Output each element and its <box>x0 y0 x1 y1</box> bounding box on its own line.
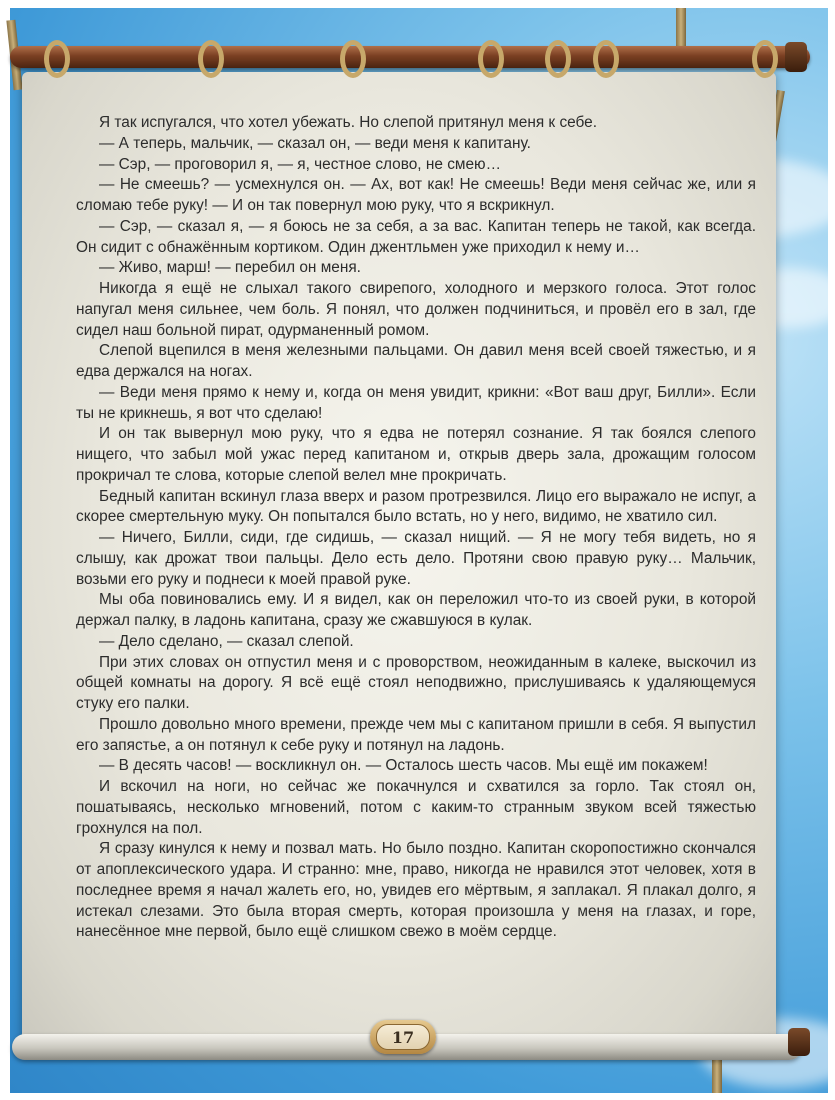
paragraph: При этих словах он отпустил меня и с проворством, неожиданным в калеке, выскочил из общей комнаты на дорогу. Я всё ещё стоял неподвижно, прислушиваясь к удаляющемуся стуку его палки. <box>76 653 756 712</box>
page-number: 17 <box>376 1024 430 1050</box>
paragraph: — Не смеешь? — усмехнулся он. — Ах, вот как! Не смеешь! Веди меня сейчас же, или я сломаю тебе руку! — И он так повернул мою руку, что я вскрикнул. <box>76 176 756 214</box>
paragraph: Я так испугался, что хотел убежать. Но слепой притянул меня к себе. <box>99 114 597 131</box>
paragraph: — Веди меня прямо к нему и, когда он меня увидит, крикни: «Вот ваш друг, Билли». Если ты не крикнешь, я вот что сделаю! <box>76 383 756 422</box>
pole-cap <box>788 1028 810 1056</box>
page-number-badge <box>370 1020 436 1054</box>
paragraph: Бедный капитан вскинул глаза вверх и разом протрезвился. Лицо его выражало не испуг, а скорее смертельную муку. Он попытался было встать, но у него, видимо, не хватило сил. <box>76 487 756 526</box>
rope-ring <box>478 40 504 78</box>
paragraph: — А теперь, мальчик, — сказал он, — веди меня к капитану. <box>99 134 531 152</box>
story-text <box>76 113 756 943</box>
paragraph: Никогда я ещё не слыхал такого свирепого, холодного и мерзкого голоса. Этот голос напугал меня сильнее, чем боль. Я понял, что должен подчиниться, и провёл его в зал, где сидел наш больной пират, одурманенный ромом. <box>76 280 756 339</box>
paragraph: — Живо, марш! — перебил он меня. <box>99 259 361 277</box>
rope-ring <box>44 40 70 78</box>
paragraph: — В десять часов! — воскликнул он. — Осталось шесть часов. Мы ещё им покажем! <box>99 757 708 775</box>
paragraph: — Ничего, Билли, сиди, где сидишь, — сказал нищий. — Я не могу тебя видеть, но я слышу, как дрожат твои пальцы. Дело есть дело. Протяни свою правую руку… Мальчик, возьми его руку и поднеси к моей правой руке. <box>76 529 756 588</box>
paragraph: Слепой вцепился в меня железными пальцами. Он давил меня всей своей тяжестью, и я едва держался на ногах. <box>76 342 756 380</box>
paragraph: — Сэр, — сказал я, — я боюсь не за себя, а за вас. Капитан теперь не такой, как всегда. Он сидит с обнажённым кортиком. Один джентльмен уже приходил к нему и… <box>76 217 756 256</box>
paragraph: Прошло довольно много времени, прежде чем мы с капитаном пришли в себя. Я выпустил его запястье, а он потянул к себе руку и потянул на ладонь. <box>76 715 756 754</box>
top-pole <box>10 46 810 68</box>
paragraph: — Дело сделано, — сказал слепой. <box>99 632 354 650</box>
rope-ring <box>752 40 778 78</box>
paragraph: Мы оба повиновались ему. И я видел, как он переложил что-то из своей руки, в которой держал палку, в ладонь капитана, сразу же сжавшуюся в кулак. <box>76 591 756 629</box>
paragraph: И вскочил на ноги, но сейчас же покачнулся и схватился за горло. Так стоял он, пошатываясь, несколько мгновений, потом с каким-то странным звуком всей тяжестью грохнулся на пол. <box>76 778 756 837</box>
rope-ring <box>340 40 366 78</box>
rope-ring <box>593 40 619 78</box>
rope-ring <box>198 40 224 78</box>
paragraph: — Сэр, — проговорил я, — я, честное слово, не смею… <box>99 155 501 173</box>
pole-cap <box>785 42 807 72</box>
paragraph: Я сразу кинулся к нему и позвал мать. Но было поздно. Капитан скоропостижно скончался от апоплексического удара. И странно: мне, право, никогда не нравился этот человек, хотя в последнее время я начал жалеть его, но, увидев его мёртвым, я заплакал. Я плакал долго, я истекал слезами. Это была вторая смерть, которая произошла у меня на глазах, и горе, нанесённое мне первой, было ещё слишком свежо в моём сердце. <box>76 840 756 941</box>
rope-ring <box>545 40 571 78</box>
paragraph: И он так вывернул мою руку, что я едва не потерял сознание. Я так боялся слепого нищего, что забыл мой ужас перед капитаном и, открыв дверь зала, дрожащим голосом прокричал те слова, которые слепой велел мне прокричать. <box>76 425 756 484</box>
